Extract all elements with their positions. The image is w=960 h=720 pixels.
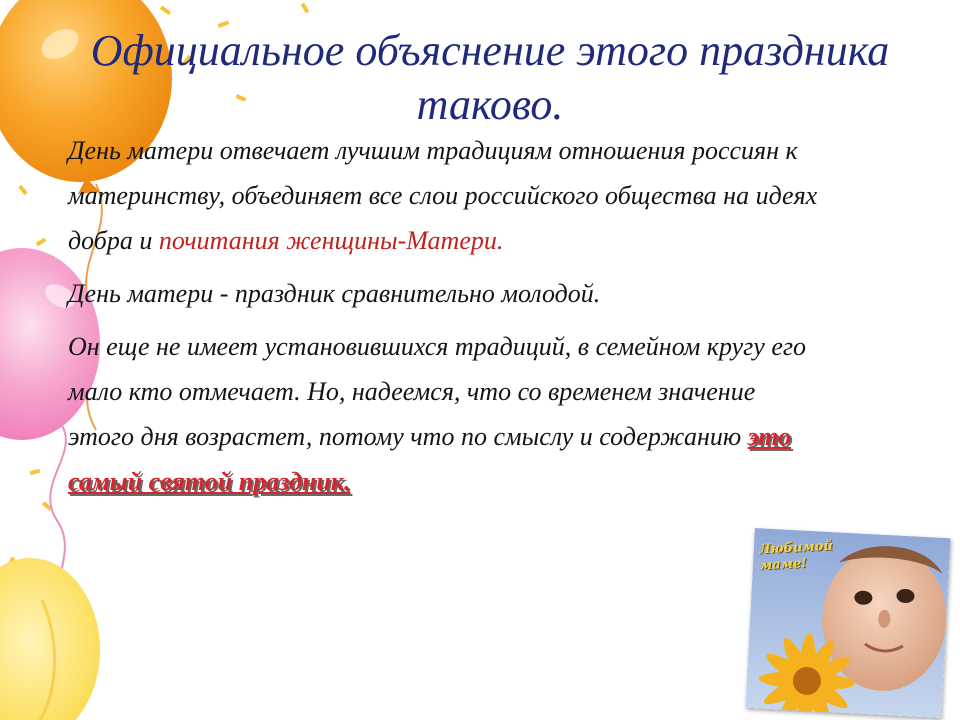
paragraph-text: Он еще не имеет установившихся традиций, в семейном кругу его мало кто отмечает. Но, надеемся, что со временем значение этого дня возрастет, потому что по смыслу и содержанию <box>68 332 807 451</box>
slide-title: Официальное объяснение этого праздника таково. <box>90 26 890 129</box>
paragraph-text: День матери отвечает лучшим традициям отношения россиян к материнству, объединяет все слои российского общества на идеях добра и <box>68 136 818 255</box>
paragraph-young-holiday: День матери - праздник сравнительно молодой. <box>68 279 601 308</box>
slide-body <box>68 128 858 512</box>
yellow-balloon-icon <box>0 558 100 720</box>
paragraph-no-traditions <box>68 324 818 504</box>
emphasis-text: это самый святой праздник. <box>68 422 792 496</box>
greeting-photo <box>745 528 950 718</box>
highlight-text: почитания женщины-Матери. <box>158 226 504 255</box>
photo-caption: Любимой маме! <box>758 538 834 574</box>
paragraph-mothers-day-tradition <box>68 128 818 263</box>
